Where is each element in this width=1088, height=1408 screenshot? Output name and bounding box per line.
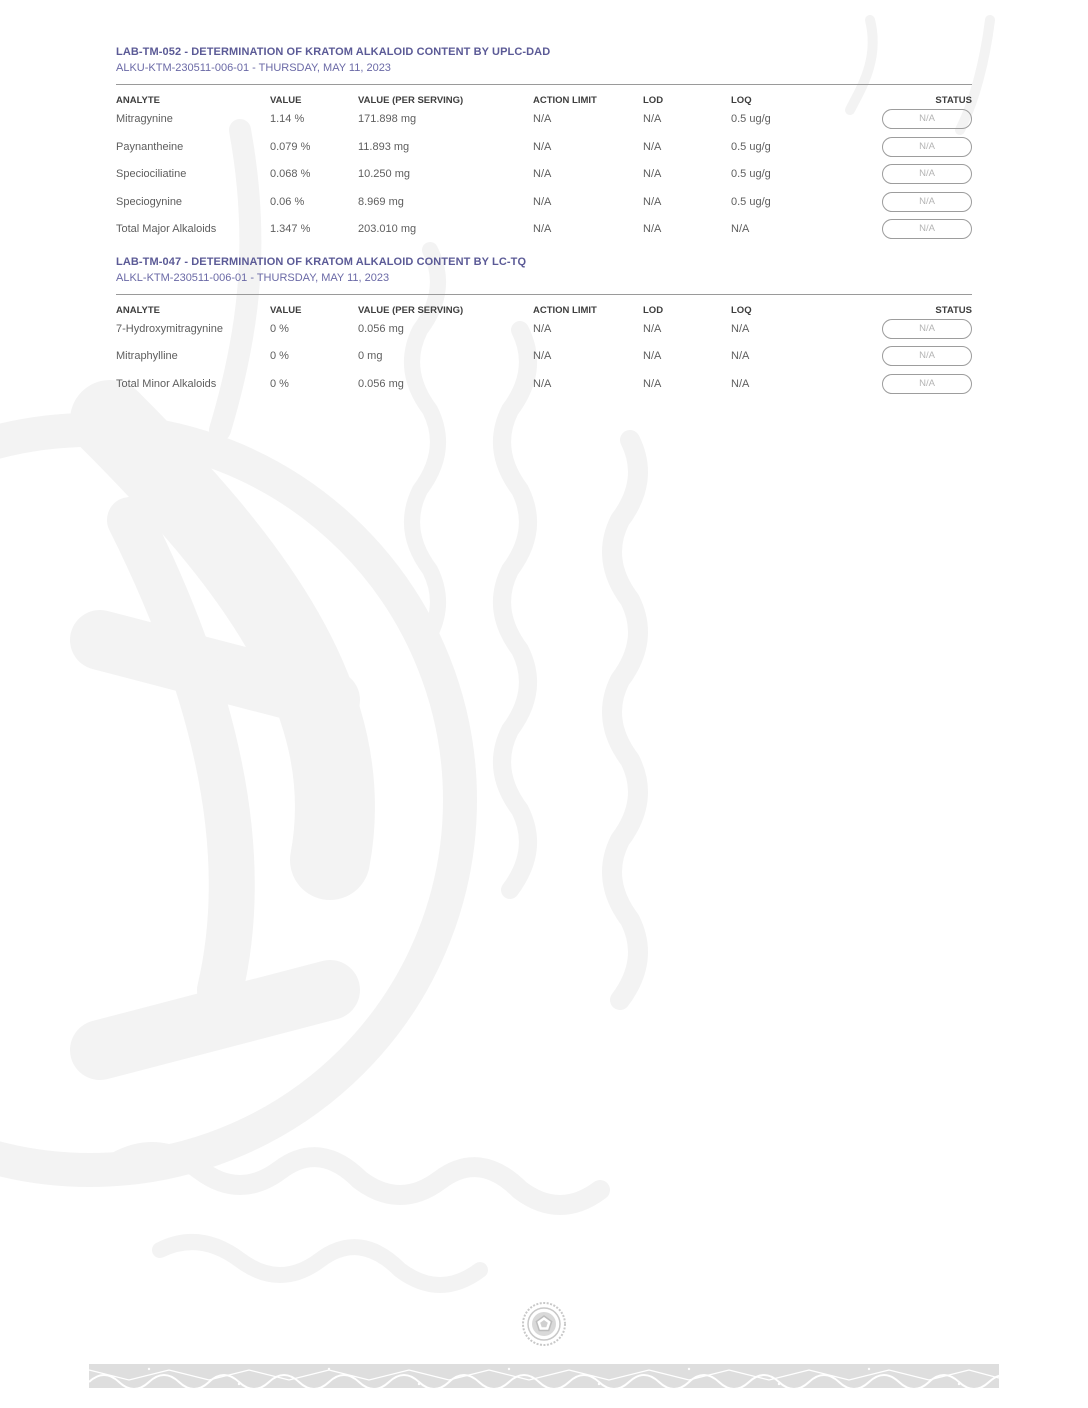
table-row — [116, 138, 972, 166]
analyte-cell: Mitraphylline — [116, 350, 178, 362]
table-row — [116, 165, 972, 193]
value-cell: 0 % — [270, 377, 289, 390]
report-page — [116, 44, 972, 408]
action-limit-cell: N/A — [533, 140, 552, 153]
column-header-status: STATUS — [935, 95, 972, 106]
table-row — [116, 375, 972, 403]
action-limit-cell: N/A — [533, 223, 552, 235]
value-cell: 0 % — [270, 322, 289, 335]
analyte-cell: Speciogynine — [116, 195, 183, 208]
section-divider — [116, 84, 972, 85]
lod-cell: N/A — [643, 377, 662, 390]
status-badge: N/A — [882, 219, 972, 239]
analyte-cell: Mitragynine — [116, 113, 173, 125]
loq-cell: N/A — [731, 223, 750, 235]
column-header-analyte: ANALYTE — [116, 304, 160, 316]
column-header-per-serving: VALUE (PER SERVING) — [358, 304, 464, 316]
lod-cell: N/A — [643, 195, 662, 208]
column-header-action-limit: ACTION LIMIT — [533, 304, 597, 316]
action-limit-cell: N/A — [533, 195, 552, 208]
column-header-status: STATUS — [935, 304, 972, 316]
value-cell: 0.079 % — [270, 140, 311, 153]
status-badge: N/A — [882, 192, 972, 212]
test-section-lctq — [116, 254, 972, 403]
seal-emblem-icon — [521, 1301, 567, 1347]
column-header-lod: LOD — [643, 304, 664, 316]
loq-cell: 0.5 ug/g — [731, 140, 771, 153]
serving-cell: 171.898 mg — [358, 113, 417, 125]
action-limit-cell: N/A — [533, 113, 552, 125]
action-limit-cell: N/A — [533, 168, 552, 180]
table-row — [116, 220, 972, 248]
section-title: LAB-TM-052 - DETERMINATION OF KRATOM ALKALOID CONTENT BY UPLC-DAD — [116, 46, 551, 58]
serving-cell: 8.969 mg — [358, 195, 404, 208]
section-title: LAB-TM-047 - DETERMINATION OF KRATOM ALKALOID CONTENT BY LC-TQ — [116, 255, 527, 268]
analyte-cell: Total Minor Alkaloids — [116, 377, 217, 390]
lod-cell: N/A — [643, 168, 662, 180]
serving-cell: 11.893 mg — [358, 140, 410, 153]
analyte-cell: 7-Hydroxymitragynine — [116, 322, 223, 335]
analyte-cell: Paynantheine — [116, 140, 184, 153]
table-header-row — [116, 91, 972, 110]
table-row — [116, 110, 972, 138]
section-subtitle: ALKU-KTM-230511-006-01 - THURSDAY, MAY 11, 2023 — [116, 62, 391, 74]
table-row — [116, 320, 972, 348]
table-header-row — [116, 301, 972, 320]
serving-cell: 0.056 mg — [358, 377, 404, 390]
status-badge: N/A — [882, 319, 972, 339]
status-badge: N/A — [882, 374, 972, 394]
status-badge: N/A — [882, 164, 972, 184]
loq-cell: N/A — [731, 322, 750, 335]
action-limit-cell: N/A — [533, 322, 552, 335]
column-header-loq: LOQ — [731, 304, 752, 316]
decorative-border — [89, 1364, 999, 1388]
analyte-cell: Total Major Alkaloids — [116, 223, 217, 235]
loq-cell: 0.5 ug/g — [731, 113, 771, 125]
status-badge: N/A — [882, 137, 972, 157]
column-header-per-serving: VALUE (PER SERVING) — [358, 95, 464, 106]
column-header-action-limit: ACTION LIMIT — [533, 95, 597, 106]
status-badge: N/A — [882, 109, 972, 129]
action-limit-cell: N/A — [533, 377, 552, 390]
serving-cell: 0.056 mg — [358, 322, 404, 335]
table-row — [116, 347, 972, 375]
lod-cell: N/A — [643, 322, 662, 335]
serving-cell: 10.250 mg — [358, 168, 410, 180]
loq-cell: N/A — [731, 377, 750, 390]
loq-cell: N/A — [731, 350, 750, 362]
loq-cell: 0.5 ug/g — [731, 195, 771, 208]
value-cell: 0.068 % — [270, 168, 311, 180]
value-cell: 1.14 % — [270, 113, 305, 125]
lod-cell: N/A — [643, 113, 662, 125]
loq-cell: 0.5 ug/g — [731, 168, 771, 180]
serving-cell: 203.010 mg — [358, 223, 417, 235]
analyte-cell: Speciociliatine — [116, 168, 187, 180]
value-cell: 0.06 % — [270, 195, 305, 208]
lod-cell: N/A — [643, 350, 662, 362]
column-header-value: VALUE — [270, 304, 302, 316]
section-subtitle: ALKL-KTM-230511-006-01 - THURSDAY, MAY 11, 2023 — [116, 271, 390, 284]
column-header-analyte: ANALYTE — [116, 95, 160, 106]
value-cell: 1.347 % — [270, 223, 311, 235]
table-row — [116, 193, 972, 221]
column-header-value: VALUE — [270, 95, 302, 106]
lod-cell: N/A — [643, 223, 662, 235]
column-header-loq: LOQ — [731, 95, 752, 106]
lod-cell: N/A — [643, 140, 662, 153]
serving-cell: 0 mg — [358, 350, 383, 362]
test-section-uplc — [116, 44, 972, 248]
value-cell: 0 % — [270, 350, 289, 362]
status-badge: N/A — [882, 346, 972, 366]
action-limit-cell: N/A — [533, 350, 552, 362]
column-header-lod: LOD — [643, 95, 664, 106]
section-divider — [116, 294, 972, 295]
